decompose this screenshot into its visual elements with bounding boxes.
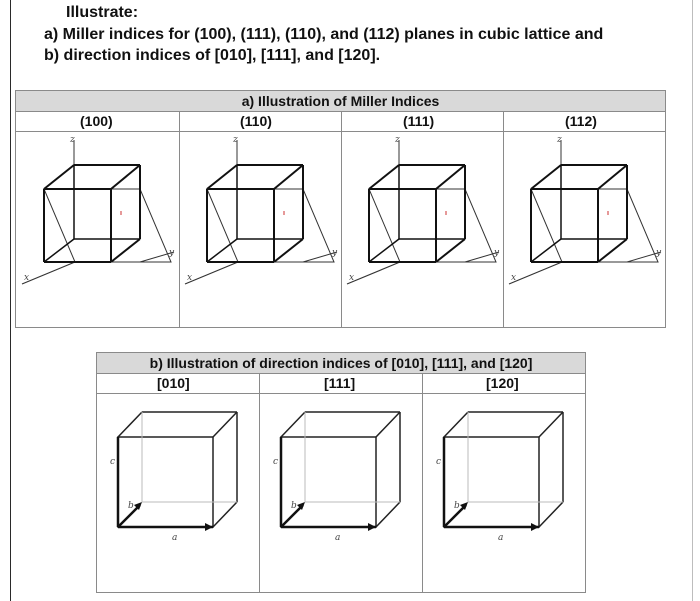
- miller-header-label: (112): [565, 113, 597, 129]
- direction-header-120: [423, 374, 586, 394]
- direction-cell-111: [260, 394, 423, 593]
- miller-cell-112: [504, 132, 666, 328]
- miller-cell-110: [180, 132, 342, 328]
- box-diagram-010: [97, 394, 260, 592]
- axis-y-label: y: [169, 248, 175, 258]
- cube-diagram-111: [342, 132, 504, 327]
- direction-cell-010: [97, 394, 260, 593]
- axis-z-label: z: [557, 135, 562, 145]
- axis-c-label: c: [273, 457, 279, 467]
- axis-a-label: a: [335, 533, 341, 543]
- task-b-text: b) direction indices of [010], [111], and [120].: [44, 47, 381, 64]
- direction-header-010: [97, 374, 260, 394]
- miller-header-112: [504, 112, 666, 132]
- task-a-text: a) Miller indices for (100), (111), (110), and (112) planes in cubic lattice and: [44, 26, 604, 43]
- miller-cell-111: [342, 132, 504, 328]
- miller-header-label: (111): [403, 113, 435, 129]
- axis-b-label: b: [291, 501, 297, 511]
- direction-header-label: [010]: [157, 375, 190, 391]
- cube-diagram-112: [504, 132, 666, 327]
- direction-table-title: b) Illustration of direction indices of [010], [111], and [120]: [97, 353, 586, 374]
- axis-c-label: c: [436, 457, 442, 467]
- direction-header-label: [120]: [486, 375, 519, 391]
- miller-table-title: a) Illustration of Miller Indices: [16, 91, 666, 112]
- page-heading: Illustrate:: [66, 4, 139, 21]
- miller-header-label: (100): [80, 113, 113, 129]
- direction-header-111: [260, 374, 423, 394]
- left-margin-rule: [10, 0, 11, 601]
- axis-a-label: a: [498, 533, 504, 543]
- miller-indices-table: [15, 90, 666, 328]
- cube-diagram-100: [16, 132, 178, 327]
- axis-y-label: y: [332, 248, 338, 258]
- axis-x-label: x: [187, 273, 193, 283]
- miller-header-110: [180, 112, 342, 132]
- axis-a-label: a: [172, 533, 178, 543]
- axis-c-label: c: [110, 457, 116, 467]
- axis-z-label: z: [233, 135, 238, 145]
- axis-x-label: x: [511, 273, 517, 283]
- box-diagram-111: [260, 394, 423, 592]
- right-margin-rule: [692, 0, 693, 601]
- box-diagram-120: [423, 394, 586, 592]
- direction-cell-120: [423, 394, 586, 593]
- miller-header-111: [342, 112, 504, 132]
- axis-x-label: x: [24, 273, 30, 283]
- axis-b-label: b: [128, 501, 134, 511]
- axis-z-label: z: [70, 135, 75, 145]
- axis-b-label: b: [454, 501, 460, 511]
- axis-z-label: z: [395, 135, 400, 145]
- axis-x-label: x: [349, 273, 355, 283]
- miller-header-100: [16, 112, 180, 132]
- axis-y-label: y: [656, 248, 662, 258]
- direction-indices-table: [96, 352, 586, 593]
- miller-cell-100: [16, 132, 180, 328]
- miller-header-label: (110): [240, 113, 272, 129]
- direction-header-label: [111]: [324, 375, 356, 391]
- cube-diagram-110: [180, 132, 342, 327]
- axis-y-label: y: [494, 248, 500, 258]
